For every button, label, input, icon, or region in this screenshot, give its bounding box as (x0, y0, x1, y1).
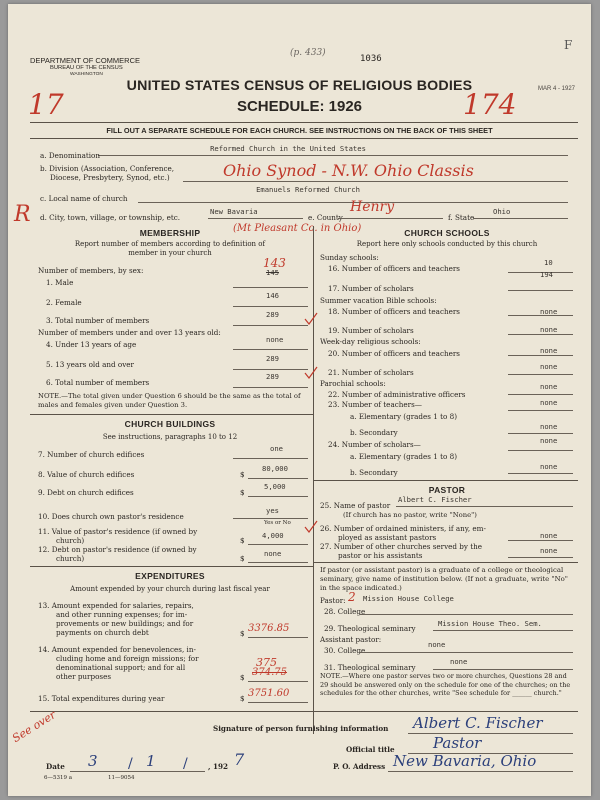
red-side-note: See over (10, 708, 59, 746)
q14-value: 375 (256, 656, 277, 669)
q14-struck-value: 374.75 (252, 667, 287, 678)
pastor-mark: 2 (348, 590, 356, 604)
age-label: Number of members under and over 13 years old: (38, 328, 221, 337)
schools-subtitle: Report here only schools conducted by this church (356, 240, 538, 248)
denomination-value: Reformed Church in the United States (210, 144, 366, 153)
church-name-label: c. Local name of church (40, 194, 128, 203)
q16-label: 16. Number of officers and teachers (328, 264, 460, 273)
q13-label-2: and other running expenses; for im- (56, 610, 188, 619)
city-value: New Bavaria (210, 207, 258, 216)
q13-label-3: provements or new buildings; and for (56, 619, 194, 628)
state-value: Ohio (493, 207, 511, 216)
q20-value: none (540, 346, 558, 355)
form-title: UNITED STATES CENSUS OF RELIGIOUS BODIES (126, 78, 473, 94)
q10-label: 10. Does church own pastor's residence (38, 512, 184, 521)
q2-label: 2. Female (46, 298, 82, 307)
q28-value: Mission House College (363, 594, 454, 603)
q11-value: 4,000 (262, 531, 284, 540)
form-number-2: 11—9054 (108, 775, 135, 781)
q9-dollar: $ (240, 488, 245, 497)
state-label: f. State (448, 213, 475, 222)
q20-label: 20. Number of officers and teachers (328, 349, 460, 358)
buildings-title: CHURCH BUILDINGS (124, 419, 216, 429)
red-margin-letter: R (14, 202, 31, 227)
q14-label-3: denominational support; and for all (56, 663, 186, 672)
instruction-line: FILL OUT A SEPARATE SCHEDULE FOR EACH CHURCH. SEE INSTRUCTIONS ON THE BACK OF THIS SHEET (106, 126, 493, 135)
division-value: Ohio Synod - N.W. Ohio Classis (223, 161, 474, 180)
serial-number: 1036 (360, 54, 382, 64)
year-end: 7 (234, 750, 245, 769)
q26-value: none (540, 531, 558, 540)
division-label-cont: Diocese, Presbytery, Synod, etc.) (50, 173, 170, 182)
division-label: b. Division (Association, Conference, (40, 164, 175, 173)
q25-hint: (If church has no pastor, write "None") (343, 511, 477, 519)
date-month: 3 (88, 752, 98, 770)
q23a-label: a. Elementary (grades 1 to 8) (350, 412, 457, 421)
q13-value: 3376.85 (248, 623, 290, 634)
pastor-label: Pastor: (320, 596, 346, 605)
county-label: e. County (308, 213, 343, 222)
by-sex-label: Number of members, by sex: (38, 266, 144, 275)
q6-value: 289 (266, 372, 279, 381)
check-mark-icon (304, 520, 318, 534)
q14-dollar: $ (240, 673, 245, 682)
q23b-label: b. Secondary (350, 428, 398, 437)
q15-value: 3751.60 (248, 688, 290, 699)
q24-label: 24. Number of scholars— (328, 440, 421, 449)
denomination-label: a. Denomination (40, 151, 100, 160)
q13-label: 13. Amount expended for salaries, repairs, (38, 601, 194, 610)
q17-value: 194 (540, 270, 553, 279)
q10-hint: Yes or No (264, 520, 291, 526)
check-mark-icon (304, 312, 318, 326)
summer-label: Summer vacation Bible schools: (320, 296, 437, 305)
schools-title: CHURCH SCHOOLS (404, 228, 490, 238)
q18-label: 18. Number of officers and teachers (328, 307, 460, 316)
q24b-label: b. Secondary (350, 468, 398, 477)
date-separator-2: / (183, 756, 188, 772)
department-label: DEPARTMENT OF COMMERCE (30, 56, 141, 65)
membership-subtitle-1: Report number of members according to definition of (74, 240, 266, 248)
q7-label: 7. Number of church edifices (38, 450, 145, 459)
check-mark-icon (304, 366, 318, 380)
sunday-label: Sunday schools: (320, 253, 379, 262)
q30-label: 30. College (324, 646, 366, 655)
signature-label: Signature of person furnishing information (213, 724, 389, 733)
q31-label: 31. Theological seminary (324, 663, 416, 672)
q23a-value: none (540, 398, 558, 407)
q27-value: none (540, 546, 558, 555)
corner-mark: F (564, 38, 573, 52)
red-note: (Mt Pleasant Co. in Ohio) (233, 223, 362, 234)
q23-label: 23. Number of teachers— (328, 400, 422, 409)
page-reference: (p. 433) (290, 48, 326, 58)
q26-label: 26. Number of ordained ministers, if any, em- (320, 524, 486, 533)
q19-label: 19. Number of scholars (328, 326, 414, 335)
date-day: 1 (146, 752, 156, 770)
assistant-label: Assistant pastor: (320, 635, 382, 644)
buildings-subtitle: See instructions, paragraphs 10 to 12 (102, 433, 238, 441)
membership-title: MEMBERSHIP (139, 228, 201, 238)
q13-dollar: $ (240, 629, 245, 638)
q12-label-cont: church) (56, 554, 85, 563)
q24a-label: a. Elementary (grades 1 to 8) (350, 452, 457, 461)
q1-struck-value: 145 (266, 268, 279, 277)
year-label: , 192 (208, 762, 229, 771)
q4-label: 4. Under 13 years of age (46, 340, 137, 349)
q8-value: 80,000 (262, 464, 288, 473)
q24a-value: none (540, 436, 558, 445)
q28-label: 28. College (324, 607, 366, 616)
q6-label: 6. Total number of members (46, 378, 150, 387)
city-label: d. City, town, village, or township, etc. (40, 213, 181, 222)
q3-label: 3. Total number of members (46, 316, 150, 325)
signature-value: Albert C. Fischer (413, 714, 543, 732)
received-stamp: MAR 4 - 1927 (538, 86, 576, 92)
q11-label-cont: church) (56, 536, 85, 545)
q15-dollar: $ (240, 694, 245, 703)
q8-dollar: $ (240, 470, 245, 479)
q18-value: none (540, 307, 558, 316)
q10-value: yes (266, 506, 279, 515)
red-handwritten-number-right: 174 (463, 88, 517, 121)
q31-value: none (450, 657, 468, 666)
county-value: Henry (350, 199, 395, 215)
membership-subtitle-2: member in your church (128, 249, 212, 257)
form-number: 6—5319 a (44, 775, 73, 781)
q29-value: Mission House Theo. Sem. (438, 619, 542, 628)
q26-label-cont: ployed as assistant pastors (338, 533, 437, 542)
membership-note: NOTE.—The total given under Question 6 should be the same as the total of males and females given under Question 3. (38, 392, 301, 409)
q14-label-4: other purposes (56, 672, 112, 681)
pastor-title: PASTOR (428, 485, 466, 495)
official-title-value: Pastor (433, 734, 482, 752)
q16-value: 10 (544, 258, 553, 267)
address-label: P. O. Address (333, 762, 386, 771)
q7-value: one (270, 444, 283, 453)
q19-value: none (540, 325, 558, 334)
q21-value: none (540, 362, 558, 371)
bureau-label: BUREAU OF THE CENSUS (50, 65, 123, 71)
q11-label: 11. Value of pastor's residence (if owned by (38, 527, 198, 536)
q27-label: 27. Number of other churches served by the (320, 542, 483, 551)
address-value: New Bavaria, Ohio (393, 752, 537, 770)
q4-value: none (266, 335, 284, 344)
schedule-title: SCHEDULE: 1926 (236, 98, 363, 115)
q24b-value: none (540, 462, 558, 471)
q1-value: 143 (263, 256, 286, 270)
q23b-value: none (540, 422, 558, 431)
census-schedule-sheet (8, 4, 591, 796)
city-label: WASHINGTON (70, 72, 103, 77)
q30-value: none (428, 640, 446, 649)
q13-label-4: payments on church debt (56, 628, 149, 637)
q27-label-cont: pastor or his assistants (338, 551, 423, 560)
q9-value: 5,000 (264, 482, 286, 491)
q8-label: 8. Value of church edifices (38, 470, 135, 479)
weekday-label: Week-day religious schools: (320, 337, 421, 346)
q14-label-2: cluding home and foreign missions; for (56, 654, 199, 663)
q21-label: 21. Number of scholars (328, 368, 414, 377)
q12-label: 12. Debt on pastor's residence (if owned by (38, 545, 197, 554)
q15-label: 15. Total expenditures during year (38, 694, 165, 703)
q25-label: 25. Name of pastor (320, 501, 391, 510)
q1-label: 1. Male (46, 278, 74, 287)
official-title-label: Official title (346, 745, 395, 754)
q11-dollar: $ (240, 536, 245, 545)
q14-label: 14. Amount expended for benevolences, in- (38, 645, 196, 654)
q5-label: 5. 13 years old and over (46, 360, 134, 369)
pastor-intro: If pastor (or assistant pastor) is a graduate of a college or theological seminary, give name of institution below. (If not a graduate, write "No" in the space indicated.) (320, 566, 568, 592)
parochial-label: Parochial schools: (320, 379, 386, 388)
date-separator: / (128, 756, 133, 772)
q17-label: 17. Number of scholars (328, 284, 414, 293)
church-name-value: Emanuels Reformed Church (256, 185, 360, 194)
q3-value: 289 (266, 310, 279, 319)
q2-value: 146 (266, 291, 279, 300)
q22-value: none (540, 382, 558, 391)
q5-value: 289 (266, 354, 279, 363)
pastor-note: NOTE.—Where one pastor serves two or more churches, Questions 28 and 29 should be answered only on the schedule for one of the churches; on the schedules for the other churches, write "See schedule for ______ church." (320, 672, 571, 697)
q29-label: 29. Theological seminary (324, 624, 416, 633)
q12-dollar: $ (240, 554, 245, 563)
q25-value: Albert C. Fischer (398, 495, 472, 504)
red-handwritten-number-left: 17 (28, 88, 64, 121)
expenditures-title: EXPENDITURES (135, 571, 205, 581)
q12-value: none (264, 549, 282, 558)
expenditures-subtitle: Amount expended by your church during last fiscal year (70, 585, 270, 593)
q9-label: 9. Debt on church edifices (38, 488, 134, 497)
date-label: Date (46, 762, 65, 771)
q22-label: 22. Number of administrative officers (328, 390, 466, 399)
